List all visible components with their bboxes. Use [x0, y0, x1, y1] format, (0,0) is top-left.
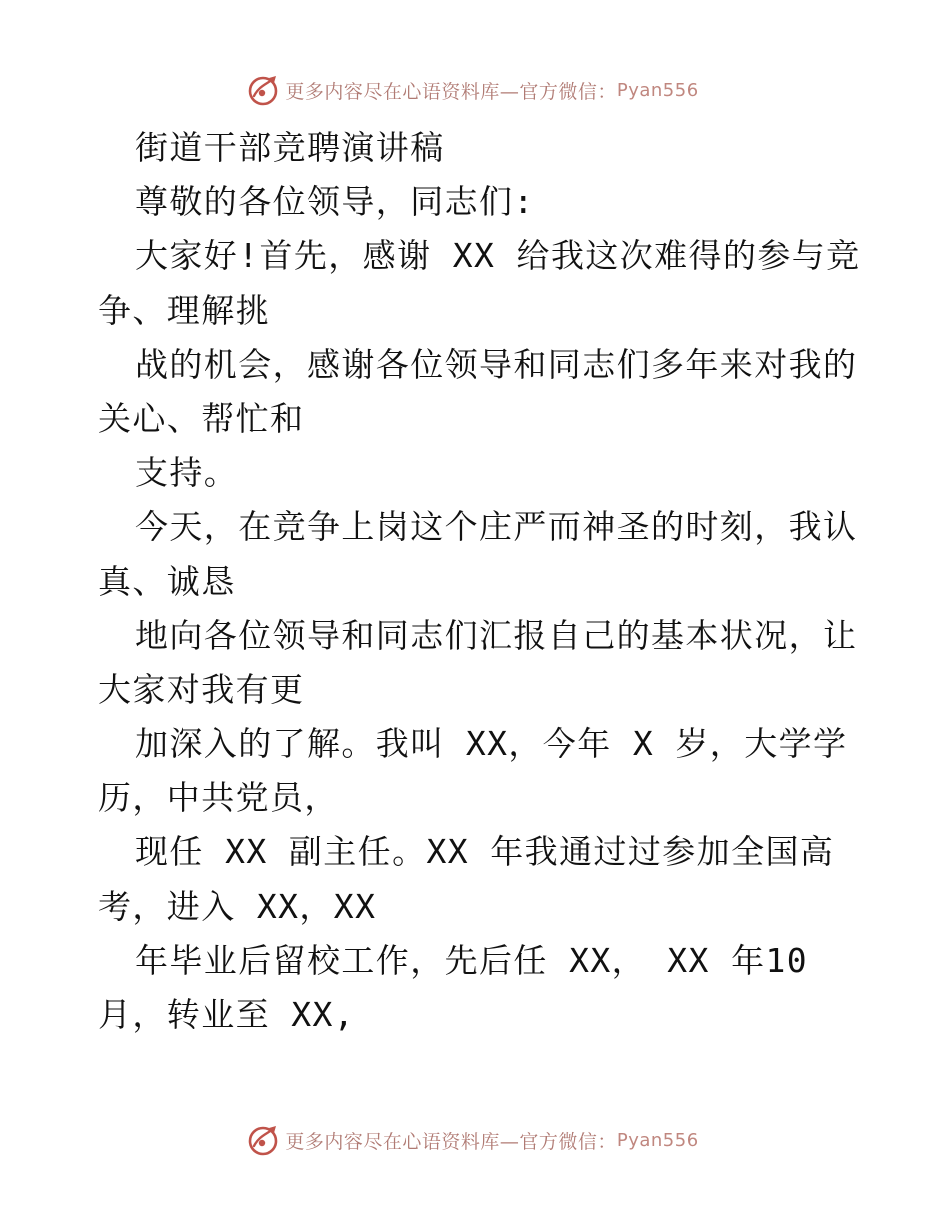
document-line: 历，中共党员， — [98, 778, 339, 818]
document-line: 战的机会，感谢各位领导和同志们多年来对我的 — [135, 344, 858, 384]
footer-watermark — [0, 1118, 950, 1162]
document-line: 加深入的了解。我叫 XX，今年 X 岁，大学学 — [135, 724, 848, 764]
document-line: 今天，在竞争上岗这个庄严而神圣的时刻，我认 — [135, 507, 858, 547]
document-line: 大家对我有更 — [98, 669, 305, 709]
document-line: 关心、帮忙和 — [98, 398, 305, 438]
watermark-wechat-id: Pyan556 — [616, 1129, 699, 1151]
watermark-wechat-id: Pyan556 — [616, 79, 699, 101]
document-line: 考，进入 XX，XX — [98, 886, 377, 926]
document-line: 现任 XX 副主任。XX 年我通过过参加全国高 — [135, 832, 835, 872]
document-line: 尊敬的各位领导，同志们: — [135, 182, 535, 222]
document-line: 街道干部竞聘演讲稿 — [135, 128, 445, 167]
pen-swirl-logo-icon — [245, 72, 281, 108]
document-body — [98, 121, 861, 1042]
document-line: 大家好!首先，感谢 XX 给我这次难得的参与竞 — [135, 236, 861, 276]
document-line: 争、理解挑 — [98, 290, 270, 330]
watermark-text: 更多内容尽在心语资料库—官方微信： — [285, 1130, 617, 1153]
document-line: 年毕业后留校工作，先后任 XX， XX 年10 — [135, 940, 809, 980]
pen-swirl-logo-icon — [245, 1122, 281, 1158]
document-line: 真、诚恳 — [98, 561, 236, 601]
header-watermark — [0, 68, 950, 112]
document-line: 月，转业至 XX, — [98, 995, 356, 1034]
document-line: 支持。 — [135, 453, 239, 493]
watermark-text: 更多内容尽在心语资料库—官方微信： — [285, 80, 617, 103]
document-line: 地向各位领导和同志们汇报自己的基本状况，让 — [135, 615, 858, 655]
